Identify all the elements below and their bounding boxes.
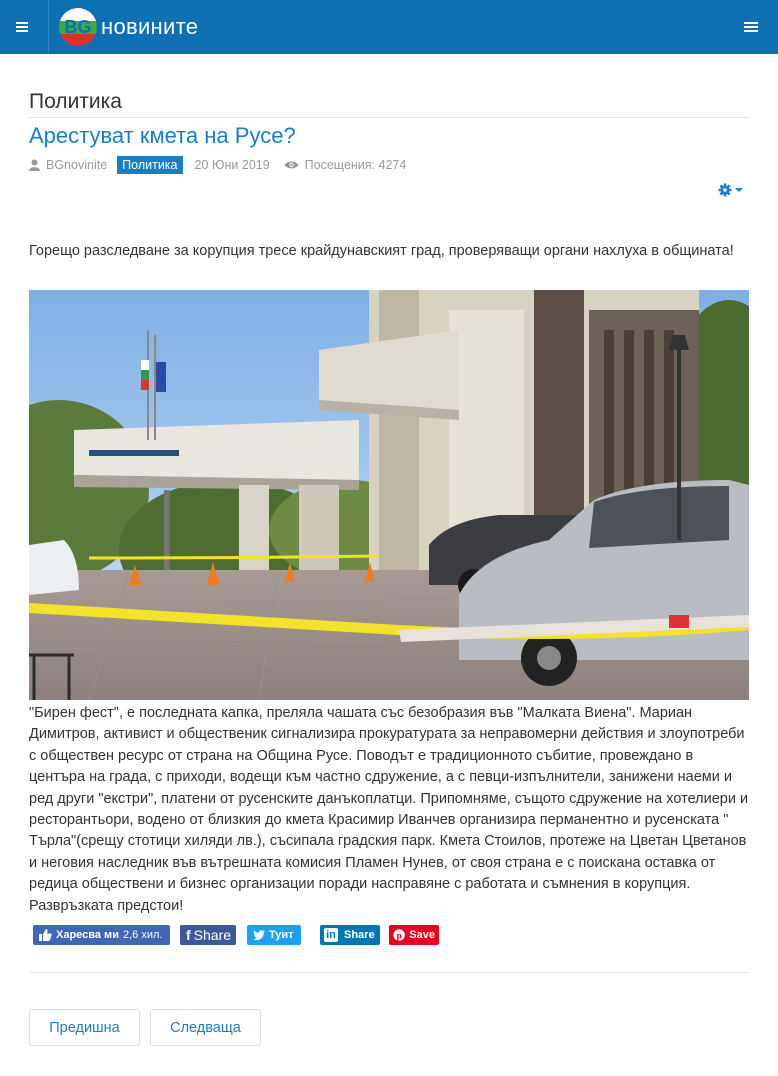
content-divider — [29, 972, 749, 973]
article-date: 20 Юни 2019 — [194, 158, 270, 172]
logo-badge: BG — [64, 17, 92, 37]
gear-icon[interactable] — [718, 183, 744, 197]
linkedin-share-label: Share — [344, 929, 375, 941]
top-navbar — [0, 0, 778, 54]
article-author[interactable]: BGnovinite — [46, 158, 108, 172]
category-badge[interactable]: Политика — [117, 156, 182, 174]
thumbs-up-icon — [39, 929, 52, 941]
next-button[interactable]: Следваща — [150, 1009, 261, 1046]
previous-button[interactable]: Предишна — [29, 1009, 140, 1046]
facebook-share-label: Share — [193, 927, 232, 943]
article-title[interactable]: Арестуват кмета на Русе? — [29, 123, 296, 148]
twitter-bird-icon — [253, 930, 265, 940]
site-logo[interactable] — [58, 6, 198, 48]
pinterest-icon — [393, 928, 405, 942]
linkedin-share-button[interactable] — [320, 925, 380, 945]
bg-flag-logo-icon — [58, 7, 98, 47]
menu-icon[interactable] — [14, 18, 32, 36]
section-title: Политика — [29, 90, 122, 113]
facebook-like-button[interactable] — [33, 925, 170, 945]
pinterest-save-label: Save — [409, 929, 435, 941]
menu-right-icon[interactable] — [742, 18, 760, 36]
article-photo — [29, 290, 749, 700]
section-divider — [29, 117, 749, 118]
svg-text:p: p — [396, 930, 402, 942]
article-body: "Бирен фест", е последната капка, преляла чашата със безобразия във "Малката Виена". Мариан Димитров, активист и общественик сигнализира прокуратурата за неправомерни действия и злоупотреби с обществен ресурс от страна на Община Русе. Поводът е традиционното събитие, провеждано в центъра на града, с приходи, водещи към частно сдружение, а с певци-изпълнители, занижени наеми и ред други "екстри", платени от русенските данъкоплатци. Припомняме, същото сдружение на хотелиери и ресторантьори, водено от близкия до кмета Красимир Иванчев организира перманентно и русенската " Търла"(срещу стотици хиляди лв.), съсипала градския парк. Кмета Стоилов, протеже на Цветан Цветанов и неговия наследник във вътрешната комисия Пламен Нунев, от своя страна е с поискана оставка от редица обществени и бизнес организации поради насправяне с работата и съмнения в корупция. Развръзката предстои! — [29, 705, 749, 914]
facebook-share-button[interactable] — [180, 925, 236, 945]
caret-down-icon — [735, 188, 743, 192]
eye-icon — [284, 160, 299, 170]
linkedin-icon: in — [324, 928, 338, 942]
logo-text: новините — [101, 14, 199, 39]
like-count: 2,6 хил. — [122, 929, 163, 941]
user-icon — [29, 159, 40, 171]
twitter-label: Туит — [269, 929, 294, 941]
navbar-divider — [48, 0, 49, 54]
twitter-button[interactable] — [247, 925, 301, 945]
article-views: Посещения: 4274 — [304, 158, 407, 172]
like-label: Харесва ми — [56, 929, 119, 941]
pinterest-save-button[interactable] — [389, 925, 439, 945]
article-lead: Горещо разследване за корупция тресе крайдунавският град, проверяващи органи нахлуха в общината! — [29, 243, 734, 259]
article-meta — [29, 156, 406, 174]
facebook-icon: f — [186, 927, 191, 943]
